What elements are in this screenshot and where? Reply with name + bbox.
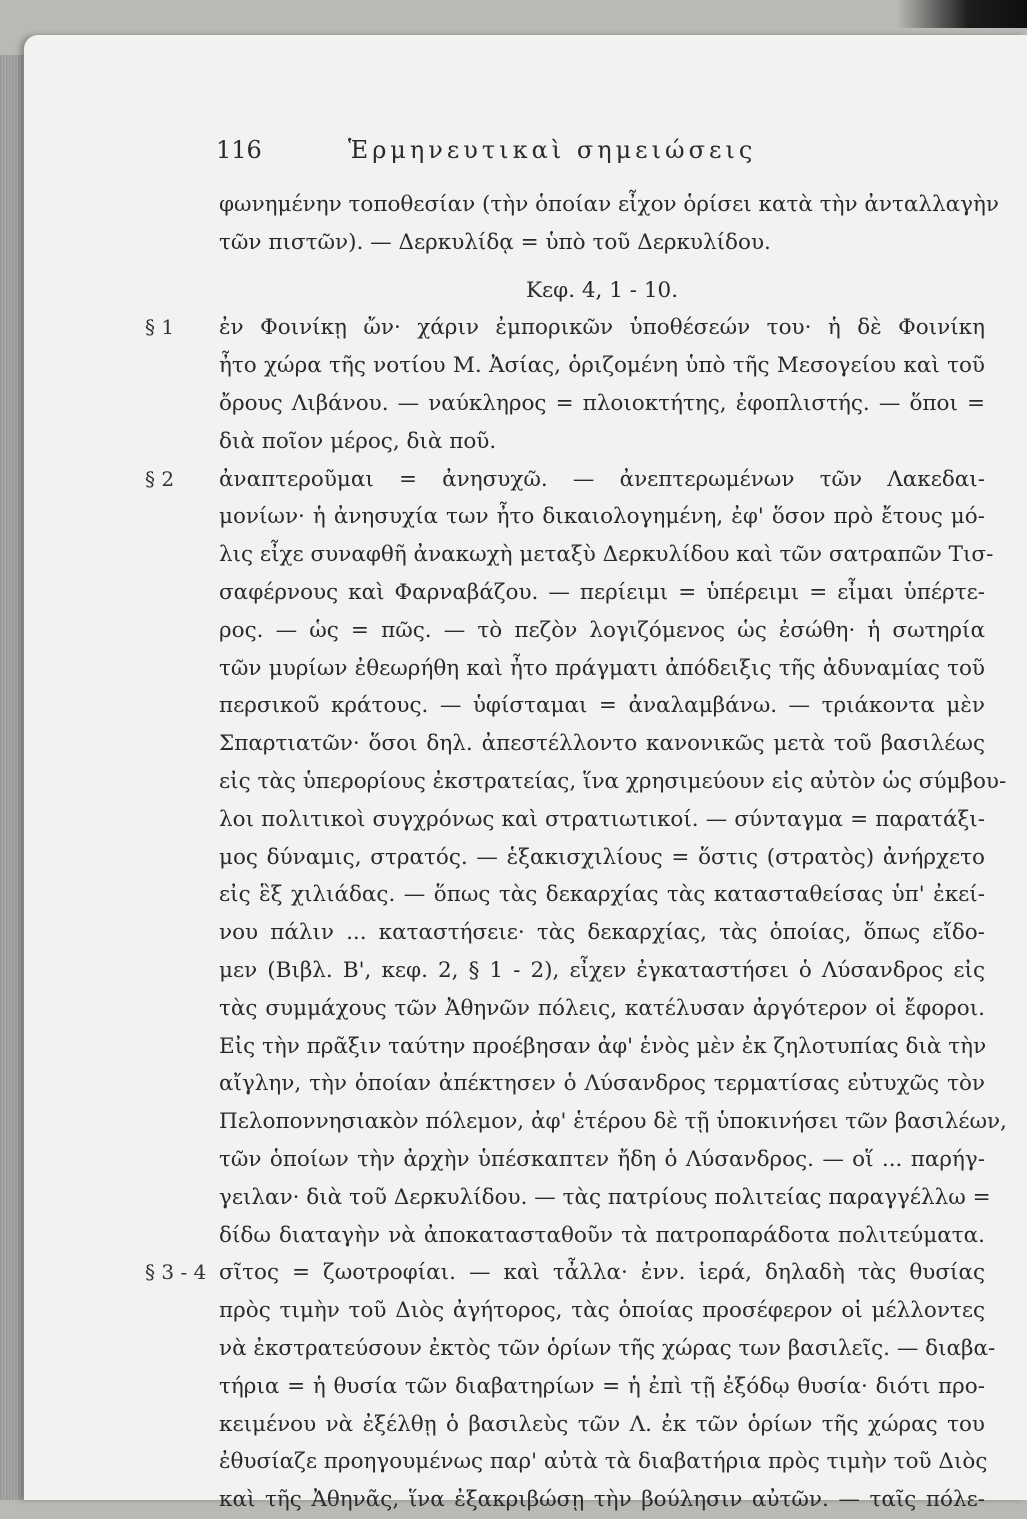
text-line: περσικοῦ κράτους. — ὑφίσταμαι = ἀναλαμβάνω. — τριάκοντα μὲν	[219, 693, 985, 719]
text-line: πρὸς τιμὴν τοῦ Διὸς ἀγήτορος, τὰς ὁποίας προσέφερον οἱ μέλλοντες	[219, 1298, 985, 1324]
text-line: λις εἶχε συναφθῆ ἀνακωχὴ μεταξὺ Δερκυλίδου καὶ τῶν σατραπῶν Τισ-	[219, 542, 994, 568]
text-line: μονίων· ἡ ἀνησυχία των ἦτο δικαιολογημένη, ἐφ' ὅσον πρὸ ἔτους μό-	[219, 504, 985, 530]
text-line: § 1 ἐν Φοινίκῃ ὤν· χάριν ἐμπορικῶν ὑποθέσεών του· ἡ δὲ Φοινίκη	[219, 309, 985, 347]
text-line: τῶν πιστῶν). — Δερκυλίδᾳ = ὑπὸ τοῦ Δερκυλίδου.	[219, 229, 771, 255]
text-line: σαφέρνους καὶ Φαρναβάζου. — περίειμι = ὑπέρειμι = εἶμαι ὑπέρτε-	[219, 579, 985, 605]
page-number: 116	[216, 136, 262, 164]
text-line: εἰς ἓξ χιλιάδας. — ὅπως τὰς δεκαρχίας τὰς κατασταθείσας ὑπ' ἐκεί-	[219, 882, 985, 908]
section-marker: § 1	[145, 315, 175, 340]
running-title: Ἑρμηνευτικαὶ σημειώσεις	[348, 136, 757, 164]
text-line: διὰ ποῖον μέρος, διὰ ποῦ.	[219, 428, 497, 454]
page-text	[145, 186, 1007, 1519]
text-line: ρος. — ὡς = πῶς. — τὸ πεζὸν λογιζόμενος ὡς ἐσώθη· ἡ σωτηρία	[219, 617, 985, 643]
chapter-heading: Κεφ. 4, 1 - 10.	[525, 277, 679, 303]
text-line: Εἰς τὴν πρᾶξιν ταύτην προέβησαν ἀφ' ἑνὸς μὲν ἐκ ζηλοτυπίας διὰ τὴν	[219, 1033, 987, 1059]
text-line: τῶν μυρίων ἐθεωρήθη καὶ ἦτο πράγματι ἀπόδειξις τῆς ἀδυναμίας τοῦ	[219, 655, 985, 681]
text-line: § 2 ἀναπτεροῦμαι = ἀνησυχῶ. — ἀνεπτερωμένων τῶν Λακεδαι-	[219, 461, 985, 499]
text-line: § 3 - 4 σῖτος = ζωοτροφίαι. — καὶ τἆλλα· ἐνν. ἱερά, δηλαδὴ τὰς θυσίας	[219, 1254, 985, 1292]
text-line: καὶ τῆς Ἀθηνᾶς, ἵνα ἐξακριβώσῃ τὴν βούλησιν αὐτῶν. — ταῖς πόλε-	[219, 1487, 985, 1513]
text-line: ἦτο χώρα τῆς νοτίου Μ. Ἀσίας, ὁριζομένη ὑπὸ τῆς Μεσογείου καὶ τοῦ	[219, 353, 985, 379]
text-line: Πελοποννησιακὸν πόλεμον, ἀφ' ἑτέρου δὲ τῇ ὑποκινήσει τῶν βασιλέων,	[219, 1109, 1007, 1135]
section-marker: § 2	[145, 466, 175, 491]
section-marker: § 3 - 4	[145, 1260, 207, 1285]
text-line: Σπαρτιατῶν· ὅσοι δηλ. ἀπεστέλλοντο κανονικῶς μετὰ τοῦ βασιλέως	[219, 731, 985, 757]
text-line: νὰ ἐκστρατεύσουν ἐκτὸς τῶν ὁρίων τῆς χώρας των βασιλεῖς. — διαβα-	[219, 1335, 996, 1361]
text-line: νου πάλιν ... καταστήσειε· τὰς δεκαρχίας, τὰς ὁποίας, ὅπως εἴδο-	[219, 920, 985, 946]
text-line: κειμένου νὰ ἐξέλθῃ ὁ βασιλεὺς τῶν Λ. ἐκ τῶν ὁρίων τῆς χώρας του	[219, 1411, 985, 1437]
text-line: δίδω διαταγὴν νὰ ἀποκατασταθοῦν τὰ πατροπαράδοτα πολιτεύματα.	[219, 1222, 985, 1248]
text-line: μεν (Βιβλ. Β', κεφ. 2, § 1 - 2), εἶχεν ἐγκαταστήσει ὁ Λύσανδρος εἰς	[219, 957, 985, 983]
text-line: τῶν ὁποίων τὴν ἀρχὴν ὑπέσκαπτεν ἤδη ὁ Λύσανδρος. — οἵ ... παρήγ-	[219, 1146, 985, 1172]
text-line: ὄρους Λιβάνου. — ναύκληρος = πλοιοκτήτης, ἐφοπλιστής. — ὅποι =	[219, 390, 985, 416]
text-line: τήρια = ἡ θυσία τῶν διαβατηρίων = ἡ ἐπὶ τῇ ἐξόδῳ θυσία· διότι προ-	[219, 1373, 985, 1399]
scanner-edge-shadow	[897, 0, 1027, 28]
running-header	[0, 136, 1027, 176]
text-line: τὰς συμμάχους τῶν Ἀθηνῶν πόλεις, κατέλυσαν ἀργότερον οἱ ἔφοροι.	[219, 995, 985, 1021]
text-line: μος δύναμις, στρατός. — ἑξακισχιλίους = ὅστις (στρατὸς) ἀνήρχετο	[219, 844, 985, 870]
text-line: λοι πολιτικοὶ συγχρόνως καὶ στρατιωτικοί. — σύνταγμα = παρατάξι-	[219, 806, 985, 832]
text-line: φωνημένην τοποθεσίαν (τὴν ὁποίαν εἶχον ὁρίσει κατὰ τὴν ἀνταλλαγὴν	[219, 192, 999, 217]
text-line: γειλαν· διὰ τοῦ Δερκυλίδου. — τὰς πατρίους πολιτείας παραγγέλλω =	[219, 1184, 991, 1210]
text-line: αἴγλην, τὴν ὁποίαν ἀπέκτησεν ὁ Λύσανδρος τερματίσας εὐτυχῶς τὸν	[219, 1071, 985, 1097]
text-line: εἰς τὰς ὑπερορίους ἐκστρατείας, ἵνα χρησιμεύουν εἰς αὐτὸν ὡς σύμβου-	[219, 768, 1007, 794]
text-line: ἐθυσίαζε προηγουμένως παρ' αὐτὰ τὰ διαβατήρια πρὸς τιμὴν τοῦ Διὸς	[219, 1449, 988, 1475]
